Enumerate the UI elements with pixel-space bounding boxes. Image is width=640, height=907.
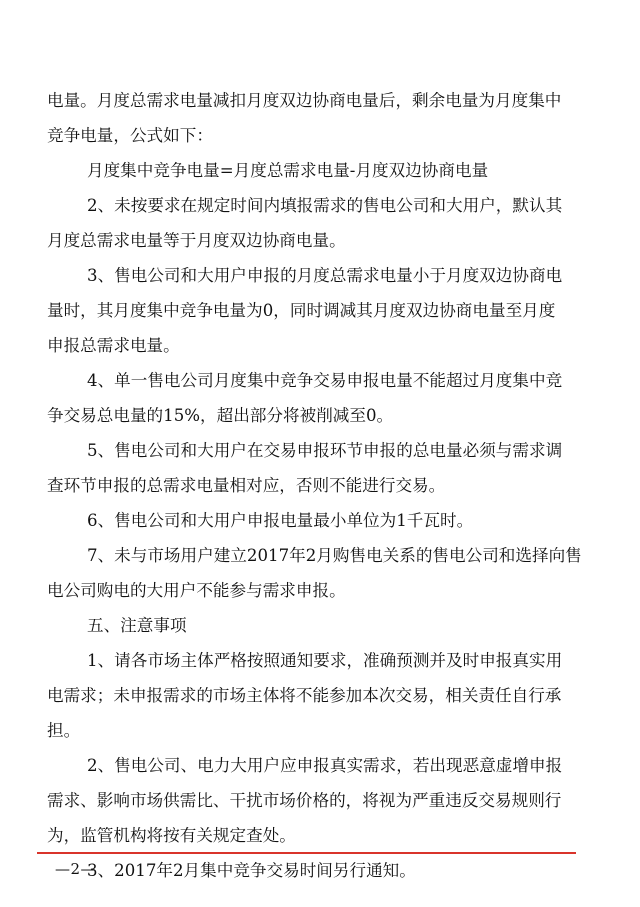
body-text-line: 电需求；未申报需求的市场主体将不能参加本次交易，相关责任自行承 (47, 686, 562, 705)
body-text-line: 担。 (47, 721, 81, 740)
footer-rule (37, 852, 576, 854)
formula-line: 月度集中竞争电量=月度总需求电量-月度双边协商电量 (87, 161, 489, 180)
body-text-line: 电量。月度总需求电量减扣月度双边协商电量后，剩余电量为月度集中 (47, 91, 562, 110)
body-text-line: 1、请各市场主体严格按照通知要求，准确预测并及时申报真实用 (87, 651, 563, 670)
body-text-line: 月度总需求电量等于月度双边协商电量。 (47, 231, 346, 250)
body-text-line: 需求、影响市场供需比、干扰市场价格的，将视为严重违反交易规则行 (47, 791, 562, 810)
body-text-line: 为，监管机构将按有关规定查处。 (47, 826, 296, 845)
body-text-line: 2、售电公司、电力大用户应申报真实需求，若出现恶意虚增申报 (87, 756, 563, 775)
body-text-line: 查环节申报的总需求电量相对应，否则不能进行交易。 (47, 476, 446, 495)
body-text-line: 量时，其月度集中竞争电量为0，同时调减其月度双边协商电量至月度 (47, 301, 556, 320)
body-text-line: 4、单一售电公司月度集中竞争交易申报电量不能超过月度集中竞 (87, 371, 563, 390)
body-text-line: 3、售电公司和大用户申报的月度总需求电量小于月度双边协商电 (87, 266, 563, 285)
body-text-line: 5、售电公司和大用户在交易申报环节申报的总电量必须与需求调 (87, 441, 563, 460)
body-text-line: 7、未与市场用户建立2017年2月购售电关系的售电公司和选择向售 (87, 546, 582, 565)
body-text-line: 3、2017年2月集中竞争交易时间另行通知。 (87, 861, 416, 880)
body-text-line: 申报总需求电量。 (47, 336, 180, 355)
body-text-line: 竞争电量，公式如下： (47, 126, 213, 145)
section-heading: 五、注意事项 (87, 616, 187, 635)
page-number: —2— (55, 860, 97, 878)
body-text-line: 6、售电公司和大用户申报电量最小单位为1千瓦时。 (87, 511, 474, 530)
body-text-line: 争交易总电量的15%，超出部分将被削减至0。 (47, 406, 394, 425)
body-text-line: 2、未按要求在规定时间内填报需求的售电公司和大用户，默认其 (87, 196, 563, 215)
body-text-line: 电公司购电的大用户不能参与需求申报。 (47, 581, 346, 600)
